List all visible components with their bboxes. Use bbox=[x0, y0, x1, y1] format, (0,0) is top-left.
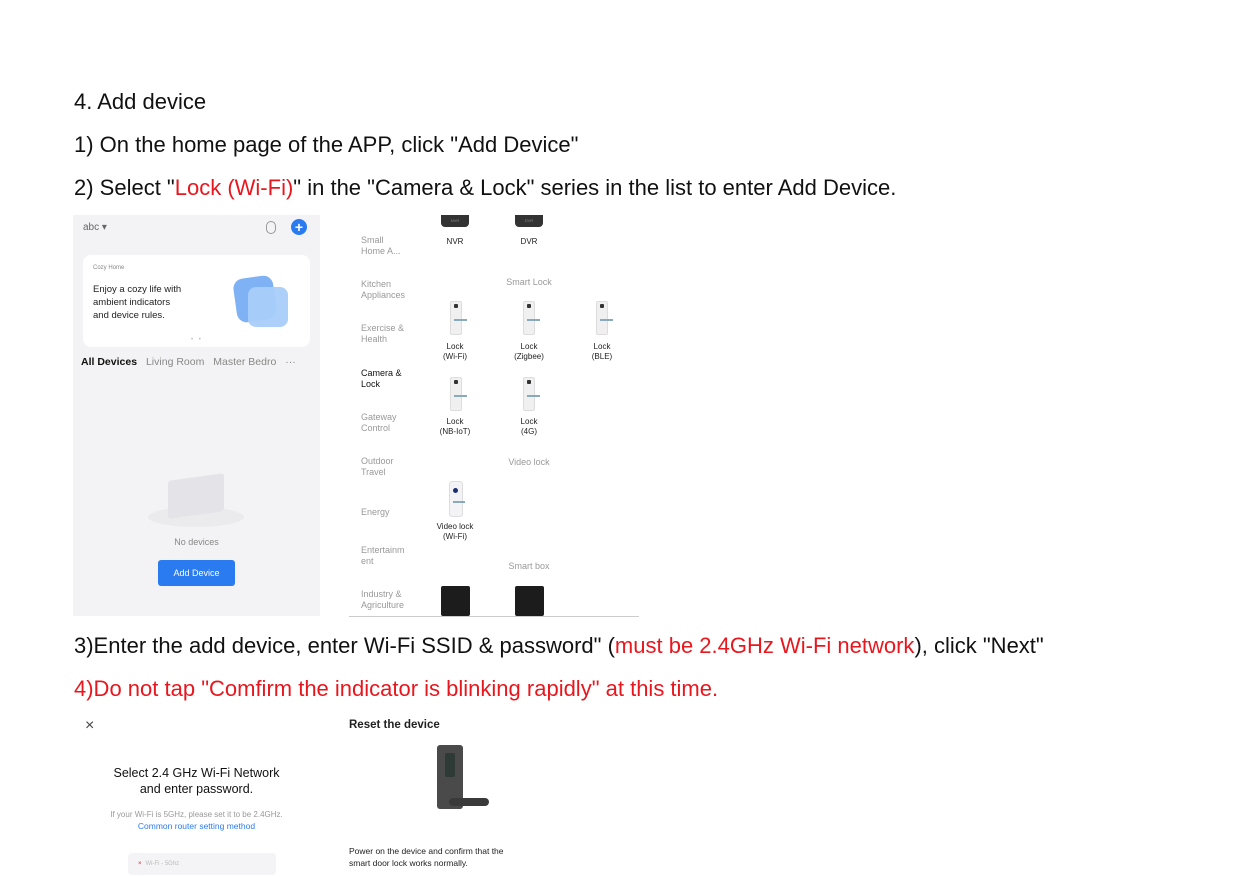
video-lock-icon bbox=[449, 481, 463, 517]
reset-title: Reset the device bbox=[349, 719, 440, 731]
step-2-suffix: " in the "Camera & Lock" series in the list to enter Add Device. bbox=[293, 175, 897, 200]
video-lock-header: Video lock bbox=[508, 457, 550, 467]
card-text: Enjoy a cozy life with ambient indicators and device rules. bbox=[93, 284, 182, 321]
carousel-dots: • • bbox=[191, 337, 203, 343]
tab-master-bedroom[interactable]: Master Bedro bbox=[213, 356, 277, 368]
lock-nbiot-icon bbox=[450, 377, 462, 411]
category-kitchen[interactable]: Kitchen Appliances bbox=[361, 279, 406, 300]
device-lock-nbiot[interactable]: Lock (NB-IoT) bbox=[439, 417, 471, 436]
smart-lock-header: Smart Lock bbox=[506, 277, 552, 287]
smart-box-icon[interactable] bbox=[515, 586, 544, 616]
dvr-device-icon: DVR bbox=[515, 215, 543, 227]
step-3-text bbox=[74, 633, 1044, 659]
wifi-field-text: Wi-Fi - 5Ghz bbox=[145, 861, 180, 867]
step-2-prefix: 2) Select " bbox=[74, 175, 175, 200]
device-lock-4g[interactable]: Lock (4G) bbox=[520, 417, 538, 436]
room-tabs bbox=[81, 356, 302, 368]
lock-4g-icon bbox=[523, 377, 535, 411]
wifi-5ghz-field[interactable] bbox=[128, 853, 276, 875]
category-camera-lock[interactable]: Camera & Lock bbox=[361, 368, 402, 389]
more-tabs-icon[interactable]: ··· bbox=[285, 356, 296, 368]
router-setting-link[interactable]: Common router setting method bbox=[137, 821, 256, 831]
add-device-button[interactable]: Add Device bbox=[158, 560, 235, 586]
category-exercise[interactable]: Exercise & Health bbox=[361, 323, 405, 344]
step-4-text: 4)Do not tap "Comfirm the indicator is blinking rapidly" at this time. bbox=[74, 676, 719, 701]
reset-instructions: Power on the device and confirm that the smart door lock works normally. bbox=[349, 846, 504, 868]
lock-wifi-icon bbox=[450, 301, 462, 335]
card-caption: Cozy Home bbox=[93, 265, 125, 271]
step-2-highlight: Lock (Wi-Fi) bbox=[174, 175, 294, 200]
category-outdoor[interactable]: Outdoor Travel bbox=[361, 456, 394, 477]
category-entertainment[interactable]: Entertainm ent bbox=[361, 545, 405, 566]
close-icon[interactable]: × bbox=[85, 717, 95, 734]
step-3-suffix: ), click "Next" bbox=[914, 633, 1044, 658]
add-plus-icon[interactable]: + bbox=[291, 219, 307, 235]
door-lock-panel bbox=[445, 753, 455, 777]
house-illustration-front bbox=[248, 287, 288, 327]
microphone-icon[interactable] bbox=[266, 221, 276, 234]
device-lock-wifi[interactable]: Lock (Wi-Fi) bbox=[443, 342, 467, 361]
device-video-lock-wifi[interactable]: Video lock (Wi-Fi) bbox=[436, 522, 474, 541]
empty-state-text: No devices bbox=[174, 537, 219, 547]
smart-box-icon[interactable] bbox=[441, 586, 470, 616]
smart-box-header: Smart box bbox=[508, 561, 550, 571]
empty-box-icon bbox=[168, 473, 224, 519]
tab-all-devices[interactable]: All Devices bbox=[81, 356, 138, 368]
step-1-text: 1) On the home page of the APP, click "Add Device" bbox=[74, 132, 579, 157]
device-dvr[interactable]: DVR bbox=[520, 237, 538, 246]
wifi-screenshot bbox=[73, 713, 320, 877]
lock-ble-icon bbox=[596, 301, 608, 335]
device-lock-zigbee[interactable]: Lock (Zigbee) bbox=[514, 342, 544, 361]
step-2-text bbox=[74, 175, 896, 201]
home-name-selector[interactable]: abc ▾ bbox=[83, 222, 107, 233]
lock-zigbee-icon bbox=[523, 301, 535, 335]
error-x-icon: × bbox=[138, 861, 142, 867]
category-energy[interactable]: Energy bbox=[361, 507, 390, 517]
nvr-device-icon: NVR bbox=[441, 215, 469, 227]
wifi-hint: If your Wi-Fi is 5GHz, please set it to be 2.4GHz. bbox=[110, 810, 283, 819]
step-3-prefix: 3)Enter the add device, enter Wi-Fi SSID & password" ( bbox=[74, 633, 615, 658]
reset-screenshot bbox=[349, 713, 639, 877]
category-small-home[interactable]: Small Home A... bbox=[361, 235, 401, 256]
section-heading: 4. Add device bbox=[74, 89, 207, 114]
category-gateway[interactable]: Gateway Control bbox=[361, 412, 397, 433]
category-screenshot bbox=[349, 215, 639, 617]
home-screenshot bbox=[73, 215, 320, 616]
promo-card[interactable] bbox=[83, 255, 310, 347]
wifi-title: Select 2.4 GHz Wi-Fi Network and enter password. bbox=[113, 766, 280, 796]
step-3-highlight: must be 2.4GHz Wi-Fi network bbox=[614, 633, 915, 658]
category-industry[interactable]: Industry & Agriculture bbox=[361, 589, 405, 610]
device-nvr[interactable]: NVR bbox=[446, 237, 464, 246]
tab-living-room[interactable]: Living Room bbox=[145, 356, 205, 368]
device-lock-ble[interactable]: Lock (BLE) bbox=[591, 342, 613, 361]
door-handle bbox=[449, 798, 489, 806]
